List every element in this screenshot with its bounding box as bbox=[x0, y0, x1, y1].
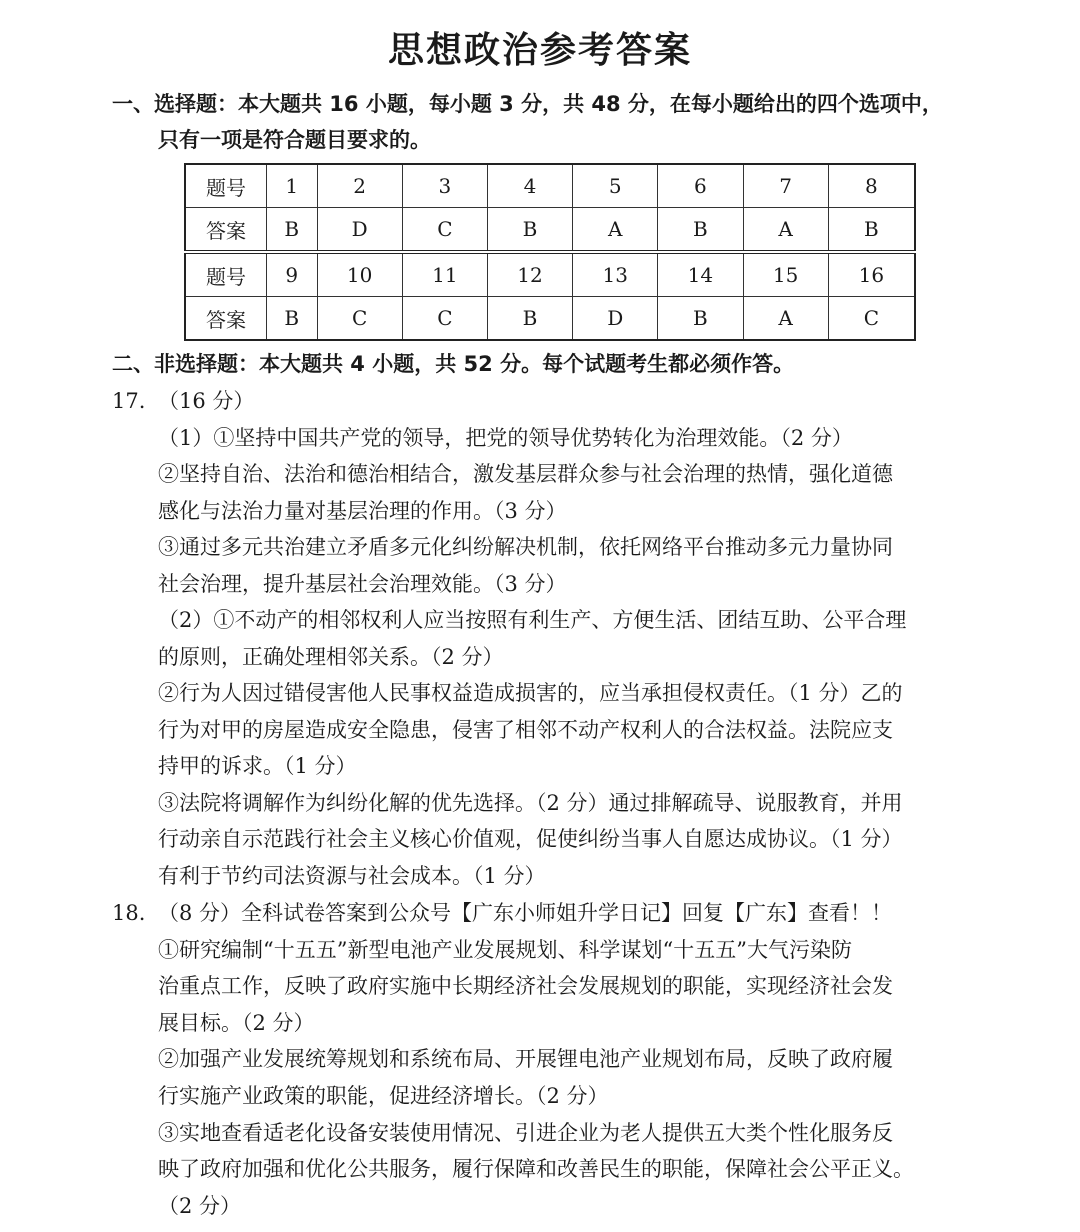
question-number-label: 题号 bbox=[185, 252, 267, 297]
q18-line: （2 分） bbox=[158, 1194, 242, 1218]
question-number-cell: 15 bbox=[743, 252, 828, 297]
q17-line: 行动亲自示范践行社会主义核心价值观，促使纠纷当事人自愿达成协议。（1 分） bbox=[158, 827, 903, 851]
answer-cell: C bbox=[317, 297, 402, 341]
question-number-cell: 14 bbox=[658, 252, 743, 297]
q17-line: （2）①不动产的相邻权利人应当按照有利生产、方便生活、团结互助、公平合理 bbox=[158, 608, 907, 632]
question-number-cell: 11 bbox=[402, 252, 487, 297]
question-number-cell: 4 bbox=[487, 164, 572, 208]
q17-line: ③法院将调解作为纠纷化解的优先选择。（2 分）通过排解疏导、说服教育，并用 bbox=[158, 791, 903, 815]
question-number-cell: 16 bbox=[828, 252, 915, 297]
table-row bbox=[185, 208, 915, 253]
q17-line: ②行为人因过错侵害他人民事权益造成损害的，应当承担侵权责任。（1 分）乙的 bbox=[158, 681, 903, 705]
q17-line: 有利于节约司法资源与社会成本。（1 分） bbox=[158, 864, 546, 888]
answer-cell: B bbox=[658, 297, 743, 341]
answer-cell: C bbox=[402, 297, 487, 341]
q18-line: ①研究编制“十五五”新型电池产业发展规划、科学谋划“十五五”大气污染防 bbox=[158, 938, 852, 962]
q18-line: 治重点工作，反映了政府实施中长期经济社会发展规划的职能，实现经济社会发 bbox=[158, 974, 893, 998]
answer-cell: B bbox=[267, 297, 318, 341]
q18-line: 行实施产业政策的职能，促进经济增长。（2 分） bbox=[158, 1084, 609, 1108]
answer-cell: C bbox=[828, 297, 915, 341]
q17-number: 17. bbox=[112, 389, 146, 413]
question-number-cell: 8 bbox=[828, 164, 915, 208]
answer-cell: B bbox=[487, 297, 572, 341]
answer-label: 答案 bbox=[185, 208, 267, 253]
page-title: 思想政治参考答案 bbox=[387, 30, 692, 71]
q17-line: 感化与法治力量对基层治理的作用。（3 分） bbox=[158, 499, 567, 523]
answer-cell: D bbox=[573, 297, 658, 341]
answer-cell: A bbox=[573, 208, 658, 253]
table-row bbox=[185, 252, 915, 297]
q18-number: 18. bbox=[112, 901, 146, 925]
q18-line: 映了政府加强和优化公共服务，履行保障和改善民生的职能，保障社会公平正义。 bbox=[158, 1157, 914, 1181]
q17-line: 的原则，正确处理相邻关系。（2 分） bbox=[158, 645, 504, 669]
answer-cell: D bbox=[317, 208, 402, 253]
q17-line: 社会治理，提升基层社会治理效能。（3 分） bbox=[158, 572, 567, 596]
question-number-cell: 9 bbox=[267, 252, 318, 297]
answer-cell: B bbox=[267, 208, 318, 253]
question-number-cell: 12 bbox=[487, 252, 572, 297]
q18-score: （8 分）全科试卷答案到公众号【广东小师姐升学日记】回复【广东】查看！！ bbox=[158, 901, 893, 925]
q17-line: ②坚持自治、法治和德治相结合，激发基层群众参与社会治理的热情，强化道德 bbox=[158, 462, 893, 486]
answer-cell: A bbox=[743, 297, 828, 341]
table-row bbox=[185, 164, 915, 208]
question-number-cell: 3 bbox=[402, 164, 487, 208]
q17-line: 持甲的诉求。（1 分） bbox=[158, 754, 357, 778]
section1-instruction-line1: 一、选择题：本大题共 16 小题，每小题 3 分，共 48 分，在每小题给出的四个选项中， bbox=[112, 92, 943, 116]
question-number-cell: 2 bbox=[317, 164, 402, 208]
question-number-cell: 1 bbox=[267, 164, 318, 208]
question-number-cell: 13 bbox=[573, 252, 658, 297]
q18-line: ②加强产业发展统筹规划和系统布局、开展锂电池产业规划布局，反映了政府履 bbox=[158, 1047, 893, 1071]
section2-heading: 二、非选择题：本大题共 4 小题，共 52 分。每个试题考生都必须作答。 bbox=[112, 352, 795, 376]
q17-line: ③通过多元共治建立矛盾多元化纠纷解决机制，依托网络平台推动多元力量协同 bbox=[158, 535, 893, 559]
answer-cell: B bbox=[487, 208, 572, 253]
answer-cell: C bbox=[402, 208, 487, 253]
answer-label: 答案 bbox=[185, 297, 267, 341]
section1-instruction-line2: 只有一项是符合题目要求的。 bbox=[158, 128, 431, 152]
question-number-cell: 6 bbox=[658, 164, 743, 208]
question-number-cell: 5 bbox=[573, 164, 658, 208]
answer-cell: A bbox=[743, 208, 828, 253]
answer-cell: B bbox=[658, 208, 743, 253]
q17-line: （1）①坚持中国共产党的领导，把党的领导优势转化为治理效能。（2 分） bbox=[158, 426, 853, 450]
q17-line: 行为对甲的房屋造成安全隐患，侵害了相邻不动产权利人的合法权益。法院应支 bbox=[158, 718, 893, 742]
question-number-cell: 10 bbox=[317, 252, 402, 297]
q18-line: ③实地查看适老化设备安装使用情况、引进企业为老人提供五大类个性化服务反 bbox=[158, 1121, 893, 1145]
answer-table bbox=[184, 163, 916, 341]
q18-line: 展目标。（2 分） bbox=[158, 1011, 315, 1035]
q17-score: （16 分） bbox=[158, 389, 255, 413]
table-row bbox=[185, 297, 915, 341]
answer-cell: B bbox=[828, 208, 915, 253]
question-number-label: 题号 bbox=[185, 164, 267, 208]
question-number-cell: 7 bbox=[743, 164, 828, 208]
